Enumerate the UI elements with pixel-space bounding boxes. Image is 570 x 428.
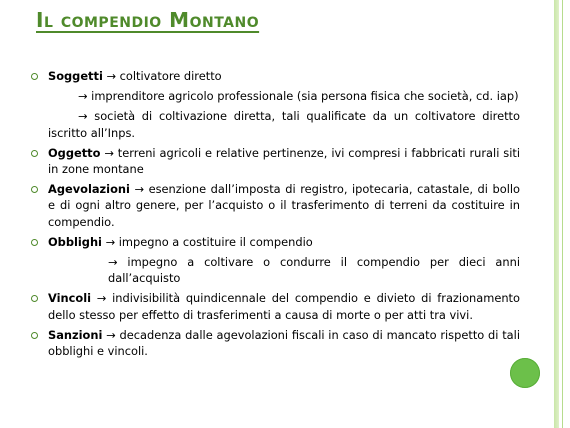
bullet-obblighi [30,234,520,250]
bullet-vincoli [30,290,520,322]
bullet-soggetti [30,68,520,84]
subitem-coltivare [30,254,520,286]
bullet-text: → esenzione dall’imposta di registro, ipotecaria, catastale, di bollo e di ogni altro genere, per l’acquisto o il trasferimento di terreni da costituire in compendio. [48,182,520,229]
decorative-rail-line [562,0,563,428]
subitem-text: → impegno a coltivare o condurre il compendio per dieci anni dall’acquisto [108,255,520,286]
bullet-keyword: Agevolazioni [48,182,130,197]
subitem-iap [30,88,520,104]
subitem-text: → società di coltivazione diretta, tali qualificate da un coltivatore diretto iscritto all’Inps. [48,109,520,140]
slide-title: Il compendio Montano [36,8,260,32]
bullet-text: → coltivatore diretto [102,69,222,83]
bullet-keyword: Soggetti [48,69,103,83]
slide-content [30,68,520,363]
bullet-text: → indivisibilità quindicennale del compendio e divieto di frazionamento dello stesso per effetto di trasferimenti a causa di morte o per atti tra vivi. [48,291,520,322]
bullet-text: → terreni agricoli e relative pertinenze, ivi compresi i fabbricati rurali siti in zone montane [48,145,520,177]
bullet-keyword: Obblighi [48,234,102,249]
decorative-rail [554,0,559,428]
bullet-oggetto [30,145,520,177]
bullet-agevolazioni [30,181,520,230]
subitem-text: → imprenditore agricolo professionale (sia persona fisica che società, cd. iap) [78,89,519,104]
bullet-keyword: Sanzioni [48,327,103,342]
bullet-sanzioni [30,327,520,359]
bullet-text: → decadenza dalle agevolazioni fiscali in caso di mancato rispetto di tali obblighi e vincoli. [48,327,520,359]
bullet-keyword: Vincoli [48,291,92,306]
bullet-text: → impegno a costituire il compendio [101,234,313,249]
subitem-societa [30,108,520,140]
bullet-keyword: Oggetto [48,145,101,160]
